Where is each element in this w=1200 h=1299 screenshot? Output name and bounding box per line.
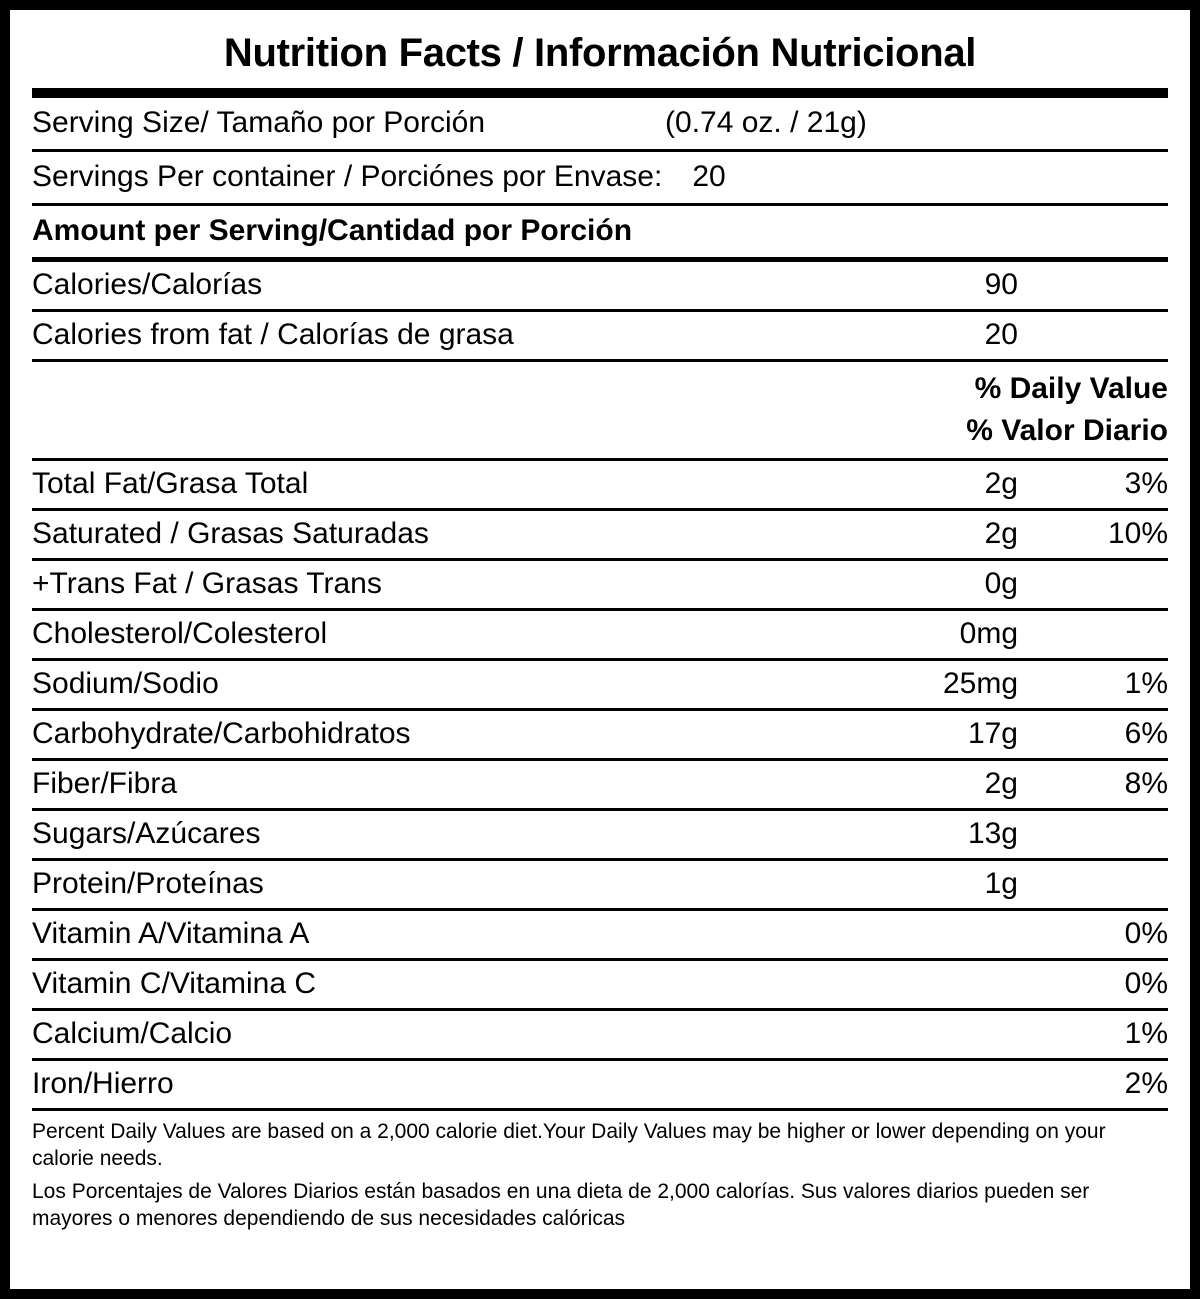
table-row	[32, 461, 1168, 508]
calories-value: 90	[984, 268, 1018, 301]
table-row	[32, 711, 1168, 758]
calories-from-fat-label: Calories from fat / Calorías de grasa	[32, 318, 514, 351]
daily-value-header-es: % Valor Diario	[966, 414, 1168, 447]
nutrient-dv: 3%	[1124, 467, 1168, 500]
table-row	[32, 1011, 1168, 1058]
nutrient-dv: 10%	[1107, 517, 1168, 550]
servings-per-container-value: 20	[692, 160, 726, 193]
nutrient-dv: 0%	[1124, 917, 1168, 950]
nutrient-label: Total Fat/Grasa Total	[32, 467, 309, 500]
daily-value-header-en: % Daily Value	[974, 372, 1168, 405]
footnote-english: Percent Daily Values are based on a 2,000 calorie diet.Your Daily Values may be higher or lower depending on your calorie needs.	[32, 1120, 1106, 1170]
calories-from-fat-row	[32, 312, 1168, 359]
table-row	[32, 611, 1168, 658]
nutrient-label: Fiber/Fibra	[32, 767, 178, 800]
nutrient-label: Calcium/Calcio	[32, 1017, 233, 1050]
nutrient-amount: 1g	[984, 867, 1018, 900]
serving-size-row	[32, 98, 1168, 149]
nutrient-amount: 25mg	[942, 667, 1018, 700]
nutrient-label: Saturated / Grasas Saturadas	[32, 517, 429, 550]
nutrient-amount: 2g	[984, 467, 1018, 500]
table-row	[32, 761, 1168, 808]
nutrient-amount: 13g	[967, 817, 1018, 850]
nutrient-dv: 1%	[1124, 1017, 1168, 1050]
divider-thick	[32, 88, 1168, 98]
table-row	[32, 1061, 1168, 1108]
table-row	[32, 811, 1168, 858]
nutrient-amount: 17g	[967, 717, 1018, 750]
table-row	[32, 561, 1168, 608]
calories-from-fat-value: 20	[984, 318, 1018, 351]
table-row	[32, 511, 1168, 558]
nutrient-label: Carbohydrate/Carbohidratos	[32, 717, 411, 750]
table-row	[32, 661, 1168, 708]
calories-row	[32, 262, 1168, 309]
footnote-block	[32, 1111, 1168, 1233]
nutrient-label: Iron/Hierro	[32, 1067, 174, 1100]
nutrient-dv: 2%	[1124, 1067, 1168, 1100]
nutrient-label: Protein/Proteínas	[32, 867, 264, 900]
nutrient-dv: 0%	[1124, 967, 1168, 1000]
table-row	[32, 961, 1168, 1008]
nutrient-amount: 2g	[984, 767, 1018, 800]
servings-per-container-label: Servings Per container / Porciónes por Envase:	[32, 160, 663, 193]
nutrient-rows	[32, 461, 1168, 1111]
serving-size-label: Serving Size/ Tamaño por Porción	[32, 106, 486, 139]
nutrient-amount: 0g	[984, 567, 1018, 600]
table-row	[32, 911, 1168, 958]
nutrient-dv: 8%	[1124, 767, 1168, 800]
amount-per-serving-heading: Amount per Serving/Cantidad por Porción	[32, 214, 633, 247]
nutrient-amount: 2g	[984, 517, 1018, 550]
nutrient-amount: 0mg	[959, 617, 1018, 650]
nutrient-label: Vitamin C/Vitamina C	[32, 967, 317, 1000]
servings-per-container-row	[32, 152, 1168, 203]
nutrient-label: Sodium/Sodio	[32, 667, 219, 700]
table-row	[32, 861, 1168, 908]
nutrient-label: Cholesterol/Colesterol	[32, 617, 328, 650]
nutrient-label: +Trans Fat / Grasas Trans	[32, 567, 382, 600]
serving-size-value: (0.74 oz. / 21g)	[665, 106, 867, 139]
page-title: Nutrition Facts / Información Nutricional	[223, 31, 977, 75]
nutrient-dv: 6%	[1124, 717, 1168, 750]
nutrient-label: Sugars/Azúcares	[32, 817, 261, 850]
calories-label: Calories/Calorías	[32, 268, 263, 301]
nutrient-dv: 1%	[1124, 667, 1168, 700]
nutrient-label: Vitamin A/Vitamina A	[32, 917, 310, 950]
footnote-spanish: Los Porcentajes de Valores Diarios están basados en una dieta de 2,000 calorías. Sus valores diarios pueden ser mayores o menores dependiendo de sus necesidades calóricas	[32, 1179, 1090, 1230]
